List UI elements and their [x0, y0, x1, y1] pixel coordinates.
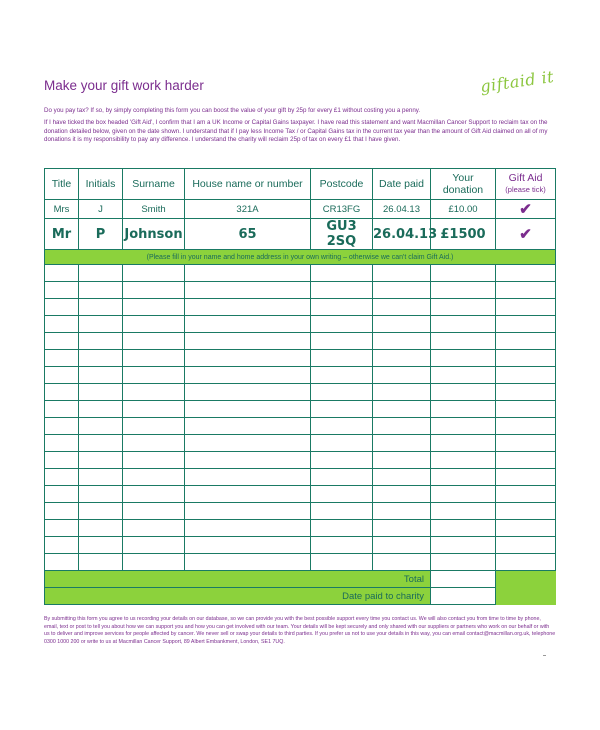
blank-entry-cell[interactable]	[79, 299, 123, 316]
blank-entry-cell[interactable]	[496, 503, 556, 520]
blank-entry-cell[interactable]	[79, 367, 123, 384]
blank-entry-cell[interactable]	[496, 520, 556, 537]
blank-entry-cell[interactable]	[123, 265, 185, 282]
header-surname: Surname	[123, 169, 185, 200]
blank-entry-cell[interactable]	[431, 435, 496, 452]
blank-entry-cell[interactable]	[431, 554, 496, 571]
blank-entry-cell[interactable]	[311, 418, 373, 435]
blank-entry-cell[interactable]	[496, 554, 556, 571]
intro-paragraph-1: Do you pay tax? If so, by simply completing this form you can boost the value of your gift by 25p for every £1 without costing you a penny.	[44, 107, 421, 114]
example-row-2	[45, 219, 556, 250]
ex2-date: 26.04.13	[373, 219, 431, 250]
blank-entry-cell[interactable]	[431, 384, 496, 401]
blank-entry-cell[interactable]	[185, 537, 311, 554]
blank-entry-cell[interactable]	[185, 554, 311, 571]
blank-entry-cell[interactable]	[123, 554, 185, 571]
blank-entry-cell[interactable]	[185, 316, 311, 333]
total-value-field[interactable]	[431, 571, 496, 588]
blank-entry-cell[interactable]	[79, 401, 123, 418]
blank-entry-cell[interactable]	[185, 469, 311, 486]
blank-entry-cell[interactable]	[123, 350, 185, 367]
blank-entry-cell[interactable]	[431, 367, 496, 384]
header-gift-aid	[496, 169, 556, 200]
blank-entry-row	[45, 350, 556, 367]
example-row-1	[45, 200, 556, 219]
blank-entry-cell[interactable]	[45, 418, 79, 435]
checkmark-icon: ✔	[519, 226, 532, 243]
header-gift-aid-label: Gift Aid	[508, 172, 543, 184]
blank-entry-cell[interactable]	[311, 367, 373, 384]
blank-entry-cell[interactable]	[185, 265, 311, 282]
blank-entry-cell[interactable]	[373, 452, 431, 469]
ex2-donation: £1500	[431, 219, 496, 250]
ex2-title: Mr	[45, 219, 79, 250]
date-paid-label: Date paid to charity	[45, 588, 431, 605]
blank-entry-cell[interactable]	[45, 469, 79, 486]
header-house: House name or number	[185, 169, 311, 200]
blank-entry-cell[interactable]	[45, 537, 79, 554]
blank-entry-cell[interactable]	[185, 435, 311, 452]
blank-entry-cell[interactable]	[496, 350, 556, 367]
blank-entry-row	[45, 367, 556, 384]
blank-entry-cell[interactable]	[185, 520, 311, 537]
blank-entry-cell[interactable]	[431, 401, 496, 418]
blank-entry-cell[interactable]	[373, 333, 431, 350]
blank-entry-cell[interactable]	[373, 486, 431, 503]
blank-entry-cell[interactable]	[431, 299, 496, 316]
blank-entry-cell[interactable]	[185, 282, 311, 299]
blank-entry-cell[interactable]	[431, 452, 496, 469]
blank-entry-cell[interactable]	[123, 299, 185, 316]
blank-entry-cell[interactable]	[373, 554, 431, 571]
blank-entry-row	[45, 486, 556, 503]
blank-entry-cell[interactable]	[79, 316, 123, 333]
blank-entry-cell[interactable]	[79, 452, 123, 469]
blank-entry-row	[45, 554, 556, 571]
blank-entry-cell[interactable]	[311, 350, 373, 367]
blank-entry-cell[interactable]	[45, 316, 79, 333]
header-gift-aid-sub: (please tick)	[505, 185, 546, 194]
blank-entry-cell[interactable]	[311, 486, 373, 503]
blank-entry-cell[interactable]	[185, 418, 311, 435]
blank-entry-cell[interactable]	[496, 486, 556, 503]
blank-entry-cell[interactable]	[311, 452, 373, 469]
blank-entry-cell[interactable]	[373, 418, 431, 435]
blank-entry-cell[interactable]	[311, 265, 373, 282]
ex1-surname: Smith	[123, 200, 185, 219]
blank-entry-cell[interactable]	[45, 486, 79, 503]
blank-entry-cell[interactable]	[185, 299, 311, 316]
blank-entry-cell[interactable]	[311, 469, 373, 486]
blank-entry-cell[interactable]	[45, 452, 79, 469]
blank-entry-cell[interactable]	[496, 265, 556, 282]
blank-entry-cell[interactable]	[431, 520, 496, 537]
header-row	[45, 169, 556, 200]
blank-entry-cell[interactable]	[79, 520, 123, 537]
blank-entry-cell[interactable]	[185, 350, 311, 367]
blank-entry-cell[interactable]	[185, 384, 311, 401]
instruction-text: (Please fill in your name and home address in your own writing – otherwise we can't claim Gift Aid.)	[45, 250, 556, 265]
blank-entry-cell[interactable]	[373, 469, 431, 486]
blank-entry-cell[interactable]	[185, 486, 311, 503]
blank-entry-row	[45, 265, 556, 282]
blank-rows	[45, 265, 556, 571]
blank-entry-cell[interactable]	[79, 554, 123, 571]
ex2-house: 65	[185, 219, 311, 250]
blank-entry-cell[interactable]	[311, 316, 373, 333]
blank-entry-cell[interactable]	[79, 350, 123, 367]
blank-entry-cell[interactable]	[185, 367, 311, 384]
ex2-postcode: GU3 2SQ	[311, 219, 373, 250]
blank-entry-cell[interactable]	[311, 554, 373, 571]
date-paid-field[interactable]	[431, 588, 496, 605]
blank-entry-cell[interactable]	[123, 520, 185, 537]
blank-entry-cell[interactable]	[431, 333, 496, 350]
ex2-surname: Johnson	[123, 219, 185, 250]
blank-entry-cell[interactable]	[79, 333, 123, 350]
blank-entry-cell[interactable]	[431, 486, 496, 503]
blank-entry-cell[interactable]	[79, 265, 123, 282]
blank-entry-cell[interactable]	[431, 469, 496, 486]
blank-entry-cell[interactable]	[496, 333, 556, 350]
blank-entry-row	[45, 469, 556, 486]
blank-entry-cell[interactable]	[123, 452, 185, 469]
header-initials: Initials	[79, 169, 123, 200]
ex1-tick	[496, 200, 556, 219]
blank-entry-cell[interactable]	[373, 282, 431, 299]
blank-entry-cell[interactable]	[496, 418, 556, 435]
blank-entry-cell[interactable]	[185, 452, 311, 469]
blank-entry-row	[45, 418, 556, 435]
blank-entry-cell[interactable]	[79, 435, 123, 452]
blank-entry-row	[45, 384, 556, 401]
blank-entry-cell[interactable]	[45, 333, 79, 350]
blank-entry-cell[interactable]	[431, 265, 496, 282]
blank-entry-cell[interactable]	[431, 350, 496, 367]
blank-entry-row	[45, 316, 556, 333]
blank-entry-cell[interactable]	[431, 282, 496, 299]
blank-entry-cell[interactable]	[431, 503, 496, 520]
blank-entry-cell[interactable]	[496, 401, 556, 418]
blank-entry-cell[interactable]	[373, 401, 431, 418]
blank-entry-cell[interactable]	[123, 282, 185, 299]
blank-entry-cell[interactable]	[373, 435, 431, 452]
blank-entry-cell[interactable]	[123, 333, 185, 350]
blank-entry-cell[interactable]	[373, 265, 431, 282]
blank-entry-row	[45, 333, 556, 350]
blank-entry-cell[interactable]	[431, 418, 496, 435]
intro-paragraph-2: If I have ticked the box headed 'Gift Aid', I confirm that I am a UK Income or Capital Gains taxpayer. I have read this statement and want Macmillan Cancer Support to reclaim tax on the donation detailed below, given on the date shown. I understand that if I pay less Income Tax / or Capital Gains tax in the current tax year than the amount of Gift Aid claimed on all of my donations it is my responsibility to pay any difference. I understand the charity will reclaim 25p of tax on every £1 that I have given.	[44, 119, 548, 144]
blank-entry-cell[interactable]	[45, 503, 79, 520]
blank-entry-cell[interactable]	[123, 384, 185, 401]
blank-entry-cell[interactable]	[496, 537, 556, 554]
ex1-house: 321A	[185, 200, 311, 219]
blank-entry-cell[interactable]	[496, 316, 556, 333]
blank-entry-cell[interactable]	[123, 401, 185, 418]
blank-entry-cell[interactable]	[431, 316, 496, 333]
blank-entry-cell[interactable]	[45, 401, 79, 418]
blank-entry-cell[interactable]	[45, 350, 79, 367]
blank-entry-cell[interactable]	[79, 486, 123, 503]
header-donation: Your donation	[431, 169, 496, 200]
gift-aid-table	[44, 168, 556, 605]
blank-entry-cell[interactable]	[45, 299, 79, 316]
blank-entry-cell[interactable]	[496, 469, 556, 486]
ex2-tick	[496, 219, 556, 250]
blank-entry-cell[interactable]	[123, 418, 185, 435]
blank-entry-cell[interactable]	[123, 435, 185, 452]
blank-entry-cell[interactable]	[311, 401, 373, 418]
blank-entry-row	[45, 503, 556, 520]
header-postcode: Postcode	[311, 169, 373, 200]
blank-entry-cell[interactable]	[123, 367, 185, 384]
blank-entry-cell[interactable]	[373, 384, 431, 401]
page-mark	[543, 655, 546, 656]
header-title: Title	[45, 169, 79, 200]
ex2-initials: P	[79, 219, 123, 250]
blank-entry-cell[interactable]	[373, 350, 431, 367]
blank-entry-cell[interactable]	[79, 418, 123, 435]
blank-entry-cell[interactable]	[431, 537, 496, 554]
footer-privacy-text: By submitting this form you agree to us recording your details on our database, so we can provide you with the best possible support every time you contact us. We will also contact you from time to time by phone, email, text or post to tell you about how we can support you and how you can get involved with our team. Your details will be kept securely and only shared with our suppliers or partners who work on our behalf or with us to deliver and improve services for people affected by cancer. We never sell or swap your details to third parties. If you prefer us not to use your details in this way, you can email contact@macmillan.org.uk, telephone 0300 1000 200 or write to us at Macmillan Cancer Support, 89 Albert Embankment, London, SE1 7UQ.	[44, 616, 556, 645]
blank-entry-cell[interactable]	[79, 384, 123, 401]
blank-entry-cell[interactable]	[496, 367, 556, 384]
blank-entry-cell[interactable]	[79, 282, 123, 299]
blank-entry-row	[45, 299, 556, 316]
blank-entry-cell[interactable]	[45, 265, 79, 282]
blank-entry-cell[interactable]	[45, 435, 79, 452]
blank-entry-cell[interactable]	[496, 452, 556, 469]
blank-entry-cell[interactable]	[496, 282, 556, 299]
date-paid-row	[45, 588, 556, 605]
blank-entry-cell[interactable]	[373, 503, 431, 520]
blank-entry-cell[interactable]	[79, 537, 123, 554]
blank-entry-cell[interactable]	[496, 384, 556, 401]
ex1-title: Mrs	[45, 200, 79, 219]
blank-entry-cell[interactable]	[123, 537, 185, 554]
blank-entry-cell[interactable]	[311, 333, 373, 350]
blank-entry-row	[45, 452, 556, 469]
ex1-donation: £10.00	[431, 200, 496, 219]
blank-entry-row	[45, 537, 556, 554]
blank-entry-cell[interactable]	[185, 333, 311, 350]
blank-entry-cell[interactable]	[79, 503, 123, 520]
total-label: Total	[45, 571, 431, 588]
instruction-row	[45, 250, 556, 265]
blank-entry-cell[interactable]	[45, 554, 79, 571]
blank-entry-cell[interactable]	[45, 384, 79, 401]
blank-entry-cell[interactable]	[373, 367, 431, 384]
blank-entry-cell[interactable]	[79, 469, 123, 486]
blank-entry-row	[45, 401, 556, 418]
total-blank	[496, 571, 556, 588]
blank-entry-cell[interactable]	[311, 384, 373, 401]
blank-entry-cell[interactable]	[45, 367, 79, 384]
date-paid-blank	[496, 588, 556, 605]
header-date-paid: Date paid	[373, 169, 431, 200]
blank-entry-cell[interactable]	[311, 503, 373, 520]
blank-entry-row	[45, 282, 556, 299]
ex1-date: 26.04.13	[373, 200, 431, 219]
ex1-postcode: CR13FG	[311, 200, 373, 219]
blank-entry-cell[interactable]	[123, 469, 185, 486]
blank-entry-cell[interactable]	[45, 282, 79, 299]
blank-entry-cell[interactable]	[311, 537, 373, 554]
blank-entry-cell[interactable]	[311, 435, 373, 452]
blank-entry-cell[interactable]	[123, 503, 185, 520]
blank-entry-cell[interactable]	[185, 401, 311, 418]
blank-entry-cell[interactable]	[123, 486, 185, 503]
blank-entry-cell[interactable]	[496, 435, 556, 452]
ex1-initials: J	[79, 200, 123, 219]
blank-entry-row	[45, 435, 556, 452]
blank-entry-cell[interactable]	[373, 299, 431, 316]
blank-entry-cell[interactable]	[311, 520, 373, 537]
blank-entry-row	[45, 520, 556, 537]
page-title: Make your gift work harder	[44, 78, 204, 93]
blank-entry-cell[interactable]	[123, 316, 185, 333]
blank-entry-cell[interactable]	[373, 537, 431, 554]
blank-entry-cell[interactable]	[373, 520, 431, 537]
blank-entry-cell[interactable]	[496, 299, 556, 316]
checkmark-icon: ✔	[519, 201, 532, 218]
blank-entry-cell[interactable]	[311, 299, 373, 316]
blank-entry-cell[interactable]	[311, 282, 373, 299]
gift-aid-logo: giftaid it	[479, 66, 556, 97]
total-row	[45, 571, 556, 588]
blank-entry-cell[interactable]	[45, 520, 79, 537]
blank-entry-cell[interactable]	[185, 503, 311, 520]
blank-entry-cell[interactable]	[373, 316, 431, 333]
